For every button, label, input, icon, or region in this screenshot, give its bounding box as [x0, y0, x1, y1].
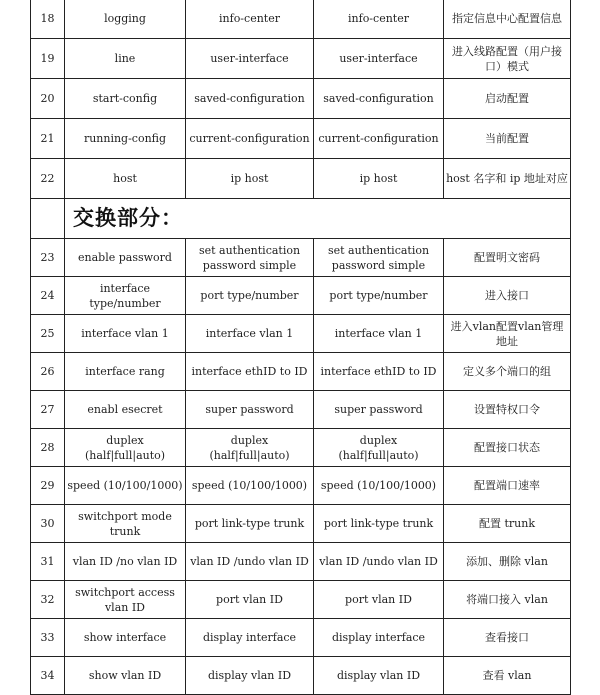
cisco-command-cell: vlan ID /no vlan ID — [65, 543, 186, 581]
h3c-command-cell: user-interface — [314, 39, 444, 79]
command-table-body — [31, 0, 571, 695]
huawei-command-cell: saved-configuration — [186, 79, 314, 119]
cisco-command-cell: switchport mode trunk — [65, 505, 186, 543]
h3c-command-cell: saved-configuration — [314, 79, 444, 119]
description-cell: 定义多个端口的组 — [444, 353, 571, 391]
description-cell: 将端口接入 vlan — [444, 581, 571, 619]
huawei-command-cell: speed (10/100/1000) — [186, 467, 314, 505]
description-cell: 查看 vlan — [444, 657, 571, 695]
section-spacer-cell — [31, 199, 65, 239]
table-row — [31, 39, 571, 79]
description-cell: 设置特权口令 — [444, 391, 571, 429]
huawei-command-cell: interface ethID to ID — [186, 353, 314, 391]
cisco-command-cell: show interface — [65, 619, 186, 657]
cisco-command-cell: switchport access vlan ID — [65, 581, 186, 619]
huawei-command-cell: set authentication password simple — [186, 239, 314, 277]
table-row — [31, 429, 571, 467]
huawei-command-cell: user-interface — [186, 39, 314, 79]
row-number-cell: 25 — [31, 315, 65, 353]
huawei-command-cell: display vlan ID — [186, 657, 314, 695]
huawei-command-cell: super password — [186, 391, 314, 429]
table-row — [31, 277, 571, 315]
cisco-command-cell: host — [65, 159, 186, 199]
cisco-command-cell: duplex (half|full|auto) — [65, 429, 186, 467]
row-number-cell: 20 — [31, 79, 65, 119]
cisco-command-cell: line — [65, 39, 186, 79]
table-row — [31, 619, 571, 657]
description-cell: 配置 trunk — [444, 505, 571, 543]
cisco-command-cell: enable password — [65, 239, 186, 277]
table-row — [31, 119, 571, 159]
h3c-command-cell: display interface — [314, 619, 444, 657]
cisco-command-cell: interface vlan 1 — [65, 315, 186, 353]
h3c-command-cell: interface ethID to ID — [314, 353, 444, 391]
table-row — [31, 543, 571, 581]
table-row — [31, 657, 571, 695]
table-row — [31, 239, 571, 277]
h3c-command-cell: port link-type trunk — [314, 505, 444, 543]
cisco-command-cell: interface rang — [65, 353, 186, 391]
cisco-command-cell: enabl esecret — [65, 391, 186, 429]
h3c-command-cell: set authentication password simple — [314, 239, 444, 277]
table-row — [31, 581, 571, 619]
section-title: 交换部分： — [65, 199, 571, 239]
table-row — [31, 467, 571, 505]
huawei-command-cell: port vlan ID — [186, 581, 314, 619]
row-number-cell: 24 — [31, 277, 65, 315]
row-number-cell: 18 — [31, 0, 65, 39]
description-cell: 启动配置 — [444, 79, 571, 119]
row-number-cell: 27 — [31, 391, 65, 429]
row-number-cell: 31 — [31, 543, 65, 581]
description-cell: host 名字和 ip 地址对应 — [444, 159, 571, 199]
description-cell: 配置明文密码 — [444, 239, 571, 277]
table-row — [31, 505, 571, 543]
row-number-cell: 23 — [31, 239, 65, 277]
description-cell: 进入vlan配置vlan管理 地址 — [444, 315, 571, 353]
description-cell: 当前配置 — [444, 119, 571, 159]
h3c-command-cell: interface vlan 1 — [314, 315, 444, 353]
description-cell: 指定信息中心配置信息 — [444, 0, 571, 39]
h3c-command-cell: info-center — [314, 0, 444, 39]
huawei-command-cell: port link-type trunk — [186, 505, 314, 543]
cisco-command-cell: running-config — [65, 119, 186, 159]
cisco-command-cell: start-config — [65, 79, 186, 119]
huawei-command-cell: current-configuration — [186, 119, 314, 159]
huawei-command-cell: vlan ID /undo vlan ID — [186, 543, 314, 581]
huawei-command-cell: duplex (half|full|auto) — [186, 429, 314, 467]
h3c-command-cell: current-configuration — [314, 119, 444, 159]
h3c-command-cell: ip host — [314, 159, 444, 199]
row-number-cell: 32 — [31, 581, 65, 619]
description-cell: 添加、删除 vlan — [444, 543, 571, 581]
row-number-cell: 21 — [31, 119, 65, 159]
table-row — [31, 353, 571, 391]
h3c-command-cell: vlan ID /undo vlan ID — [314, 543, 444, 581]
cisco-command-cell: speed (10/100/1000) — [65, 467, 186, 505]
huawei-command-cell: ip host — [186, 159, 314, 199]
table-row — [31, 391, 571, 429]
table-row — [31, 159, 571, 199]
table-row — [31, 315, 571, 353]
table-row — [31, 79, 571, 119]
h3c-command-cell: speed (10/100/1000) — [314, 467, 444, 505]
h3c-command-cell: port vlan ID — [314, 581, 444, 619]
section-row — [31, 199, 571, 239]
description-cell: 进入接口 — [444, 277, 571, 315]
huawei-command-cell: display interface — [186, 619, 314, 657]
row-number-cell: 22 — [31, 159, 65, 199]
description-cell: 配置接口状态 — [444, 429, 571, 467]
row-number-cell: 30 — [31, 505, 65, 543]
description-cell: 查看接口 — [444, 619, 571, 657]
description-cell: 配置端口速率 — [444, 467, 571, 505]
row-number-cell: 29 — [31, 467, 65, 505]
h3c-command-cell: port type/number — [314, 277, 444, 315]
row-number-cell: 19 — [31, 39, 65, 79]
huawei-command-cell: port type/number — [186, 277, 314, 315]
cisco-command-cell: interface type/number — [65, 277, 186, 315]
command-table — [30, 0, 571, 695]
cisco-command-cell: show vlan ID — [65, 657, 186, 695]
row-number-cell: 34 — [31, 657, 65, 695]
huawei-command-cell: info-center — [186, 0, 314, 39]
h3c-command-cell: super password — [314, 391, 444, 429]
h3c-command-cell: duplex (half|full|auto) — [314, 429, 444, 467]
cisco-command-cell: logging — [65, 0, 186, 39]
huawei-command-cell: interface vlan 1 — [186, 315, 314, 353]
row-number-cell: 28 — [31, 429, 65, 467]
row-number-cell: 33 — [31, 619, 65, 657]
row-number-cell: 26 — [31, 353, 65, 391]
table-row — [31, 0, 571, 39]
description-cell: 进入线路配置（用户接 口）模式 — [444, 39, 571, 79]
h3c-command-cell: display vlan ID — [314, 657, 444, 695]
